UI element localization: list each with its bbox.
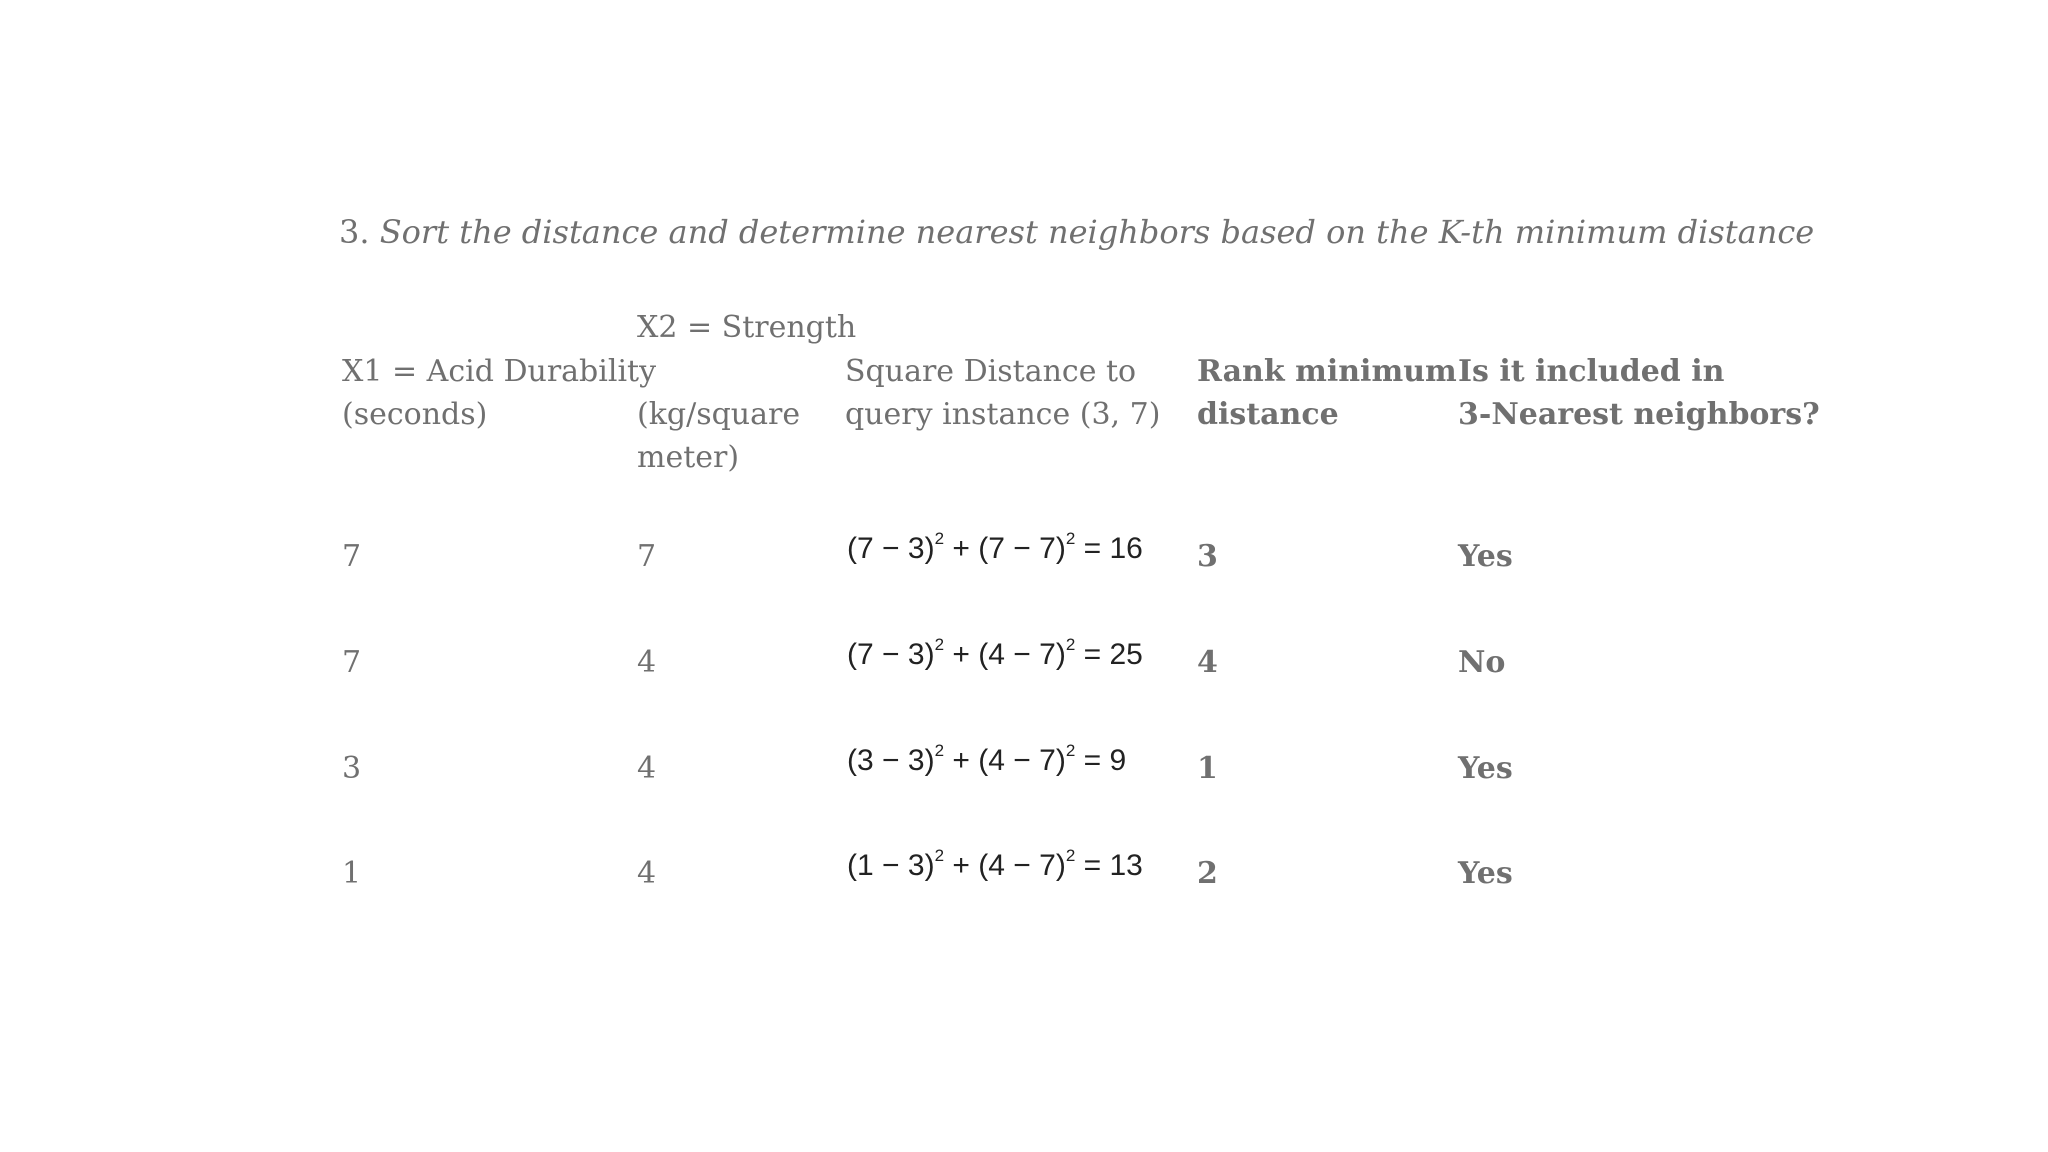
header-included-line2: 3-Nearest neighbors? [1458,397,1820,432]
row2-formula: $(7 - 3)^2 + (4 - 7)^2 = 25$ [847,635,1143,671]
header-x1-line2: (seconds) [342,397,488,432]
heading-number: 3. [339,213,370,251]
row1-rank: 3 [1197,539,1218,574]
header-x2-line1: X2 = Strength [637,310,857,345]
header-x1-line1: X1 = Acid Durability [342,354,657,389]
row2-x1: 7 [342,645,362,680]
header-x2-line3: meter) [637,440,740,475]
row2-included: No [1458,645,1506,680]
header-rank-line1: Rank minimum [1197,354,1457,389]
row3-formula: $(3 - 3)^2 + (4 - 7)^2 = 9$ [847,741,1127,777]
heading-text: Sort the distance and determine nearest neighbors based on the K-th minimum distance [379,213,1815,251]
header-rank-line2: distance [1197,397,1339,432]
row4-rank: 2 [1197,856,1218,891]
row4-x1: 1 [342,856,362,891]
row3-x2: 4 [637,751,657,786]
row3-x1: 3 [342,751,362,786]
header-included [1458,350,1820,436]
row4-included: Yes [1458,856,1513,891]
row3-rank: 1 [1197,751,1218,786]
header-distance-line2: query instance (3, 7) [845,397,1161,432]
row2-rank: 4 [1197,645,1218,680]
row1-x2: 7 [637,539,657,574]
row1-included: Yes [1458,539,1513,574]
row1-formula: $(7 - 3)^2 + (7 - 7)^2 = 16$ [847,529,1143,565]
row3-included: Yes [1458,751,1513,786]
header-included-line1: Is it included in [1458,354,1725,389]
header-rank [1197,350,1457,436]
row4-x2: 4 [637,856,657,891]
row2-x2: 4 [637,645,657,680]
heading [339,210,1814,254]
row4-formula: $(1 - 3)^2 + (4 - 7)^2 = 13$ [847,846,1143,882]
header-x1 [342,350,656,436]
header-x2-line2: (kg/square [637,397,801,432]
header-distance [845,350,1160,436]
header-distance-line1: Square Distance to [845,354,1137,389]
row1-x1: 7 [342,539,362,574]
header-x2 [637,306,856,479]
